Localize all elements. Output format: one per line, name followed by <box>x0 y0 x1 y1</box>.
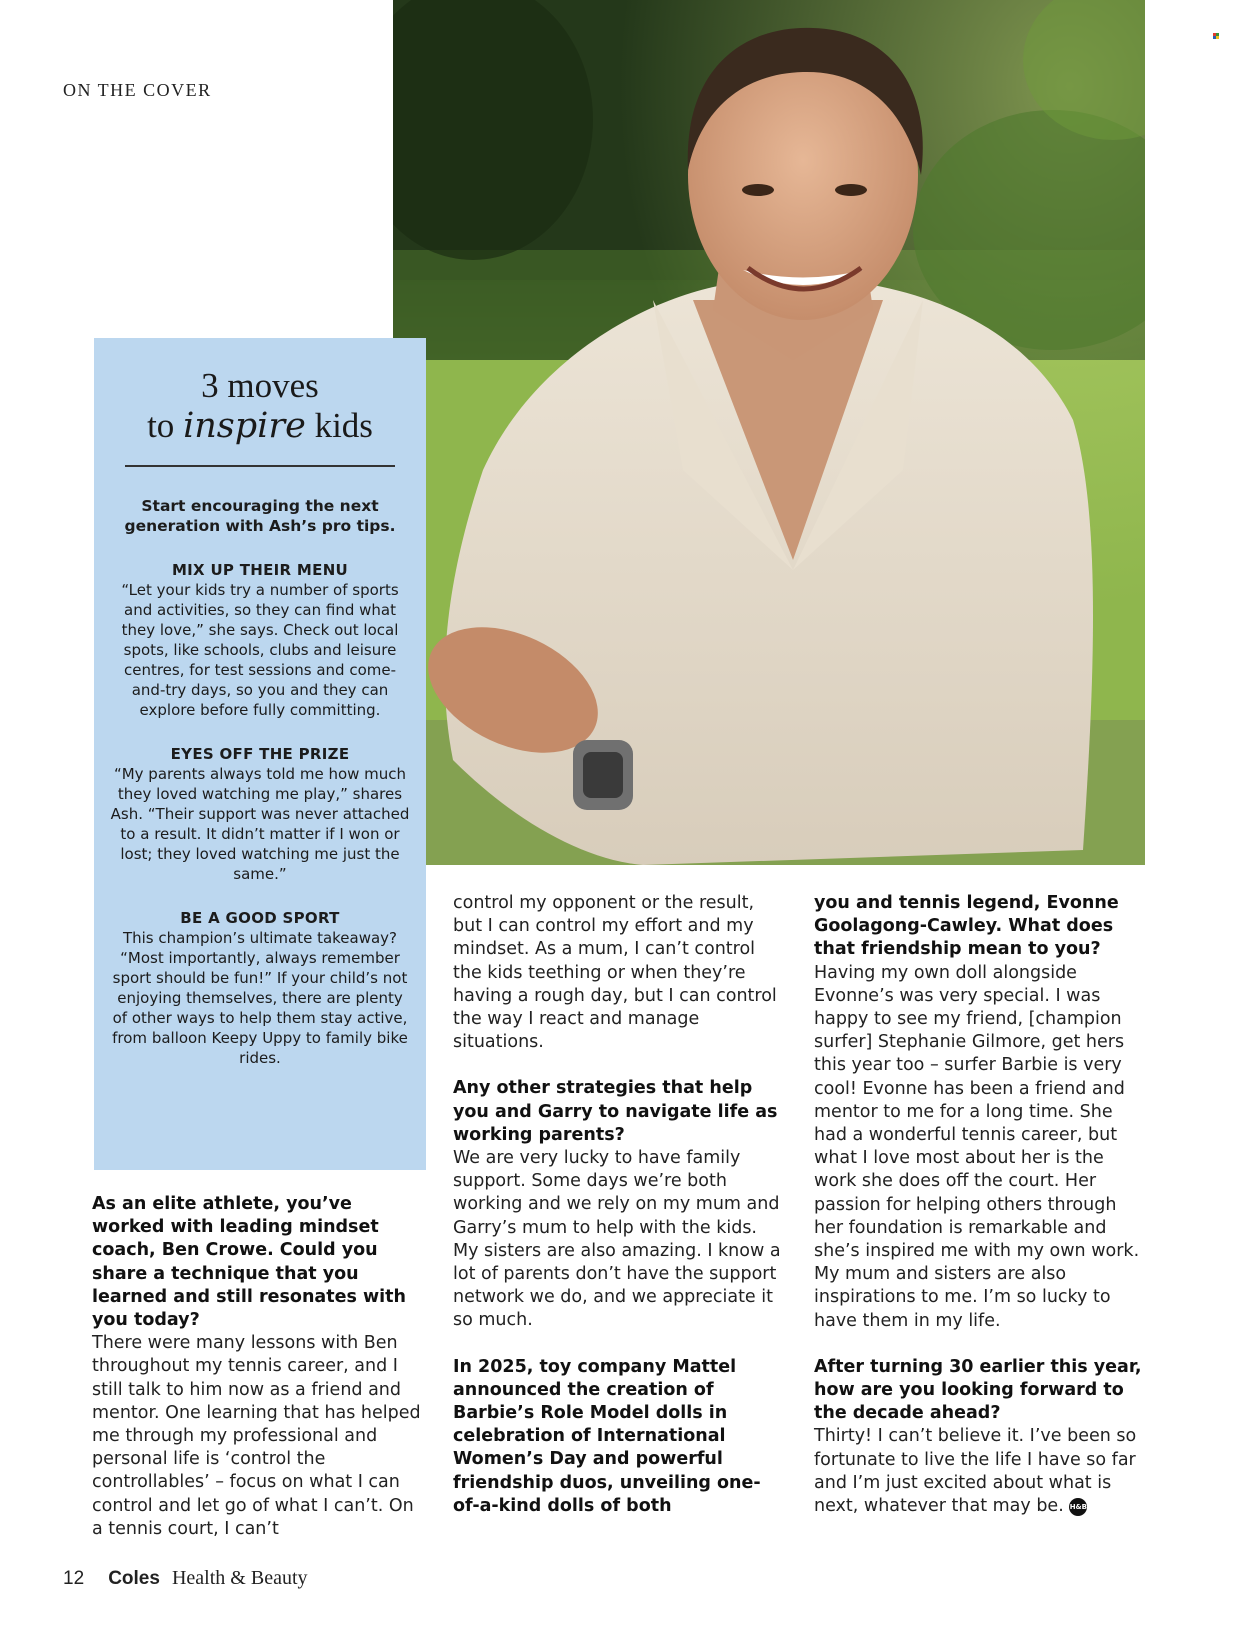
question-2: Any other strategies that help you and Garry to navigate life as working parents? <box>453 1078 778 1145</box>
article-column-2 <box>453 892 783 1518</box>
tips-title <box>94 366 426 446</box>
question-4: After turning 30 earlier this year, how are you looking forward to the decade ahead? <box>814 1356 1142 1424</box>
answer-2: We are very lucky to have family support. Some days we’re both working and we rely on my mum and Garry’s mum to help with the kids. My sisters are also amazing. I know a lot of parents don’t have the support network we do, and we appreciate it so much. <box>453 1148 781 1331</box>
tips-divider <box>125 465 395 467</box>
article-column-1 <box>92 1193 422 1541</box>
tip-heading: BE A GOOD SPORT <box>180 909 340 927</box>
answer-4-text: Thirty! I can’t believe it. I’ve been so fortunate to live the life I have so far and I’m just excited about what is next, whatever that may be. <box>814 1426 1137 1517</box>
question-1: As an elite athlete, you’ve worked with leading mindset coach, Ben Crowe. Could you share a technique that you learned and still resonates with you today? <box>92 1194 406 1331</box>
answer-1-part-1: There were many lessons with Ben throughout my tennis career, and I still talk to him now as a friend and mentor. One learning that has helped me through my professional and personal life is ‘control the controllables’ – focus on what I can control and let go of what I can’t. On a tennis court, I can’t <box>92 1333 421 1539</box>
tip-heading: MIX UP THEIR MENU <box>171 561 349 579</box>
tips-title-end: kids <box>314 406 373 445</box>
answer-1-part-2: control my opponent or the result, but I can control my effort and my mindset. As a mum, I can’t control the kids teething or when they’re having a rough day, but I can control the way I react and manage situations. <box>453 893 777 1053</box>
tips-sidebar <box>94 338 426 1170</box>
tips-intro: Start encouraging the next generation with Ash’s pro tips. <box>124 497 396 535</box>
tip-heading: EYES OFF THE PRIZE <box>170 745 350 763</box>
tips-title-script: inspire <box>183 406 306 446</box>
tip-item <box>108 744 412 884</box>
tips-title-to: to <box>147 406 175 445</box>
tip-item <box>108 908 412 1068</box>
tip-body: “Let your kids try a number of sports and activities, so they can find what they love,” she says. Check out local spots, like schools, clubs and leisure centres, for test sessions and come-and-try days, so you and they can explore before fully committing. <box>121 581 399 719</box>
question-3-part-1: In 2025, toy company Mattel announced the creation of Barbie’s Role Model dolls in celebration of International Women’s Day and powerful friendship duos, unveiling one-of-a-kind dolls of both <box>453 1356 761 1516</box>
tip-body: “My parents always told me how much they loved watching me play,” shares Ash. “Their support was never attached to a result. It didn’t matter if I won or lost; they loved watching me just the same.” <box>110 765 410 883</box>
answer-3: Having my own doll alongside Evonne’s was very special. I was happy to see my friend, [champion surfer] Stephanie Gilmore, get hers this year too – surfer Barbie is very cool! Evonne has been a friend and mentor to me for a long time. She had a wonderful tennis career, but what I love most about her is the work she does off the court. Her passion for helping others through her foundation is remarkable and she’s inspired me with my own work. My mum and sisters are also inspirations to me. I’m so lucky to have them in my life. <box>814 962 1140 1331</box>
article-column-3 <box>814 892 1149 1518</box>
cover-portrait-photo <box>393 0 1145 865</box>
corner-colour-mark <box>1213 33 1219 39</box>
tip-body: This champion’s ultimate takeaway? “Most importantly, always remember sport should be fun!” If your child’s not enjoying themselves, there are plenty of other ways to help them stay active, from balloon Keepy Uppy to family bike rides. <box>112 929 408 1067</box>
question-3-part-2: you and tennis legend, Evonne Goolagong-Cawley. What does that friendship mean to you? <box>814 893 1119 960</box>
section-label: ON THE COVER <box>63 80 212 100</box>
page-footer <box>63 1567 308 1590</box>
page-number: 12 <box>63 1568 85 1589</box>
answer-4 <box>814 1425 1149 1518</box>
tip-item <box>108 560 412 720</box>
tips-title-line1: 3 moves <box>201 366 319 405</box>
end-mark-icon: H&B <box>1069 1498 1087 1516</box>
footer-brand: Coles <box>108 1568 160 1589</box>
footer-magazine-title: Health & Beauty <box>171 1567 308 1589</box>
